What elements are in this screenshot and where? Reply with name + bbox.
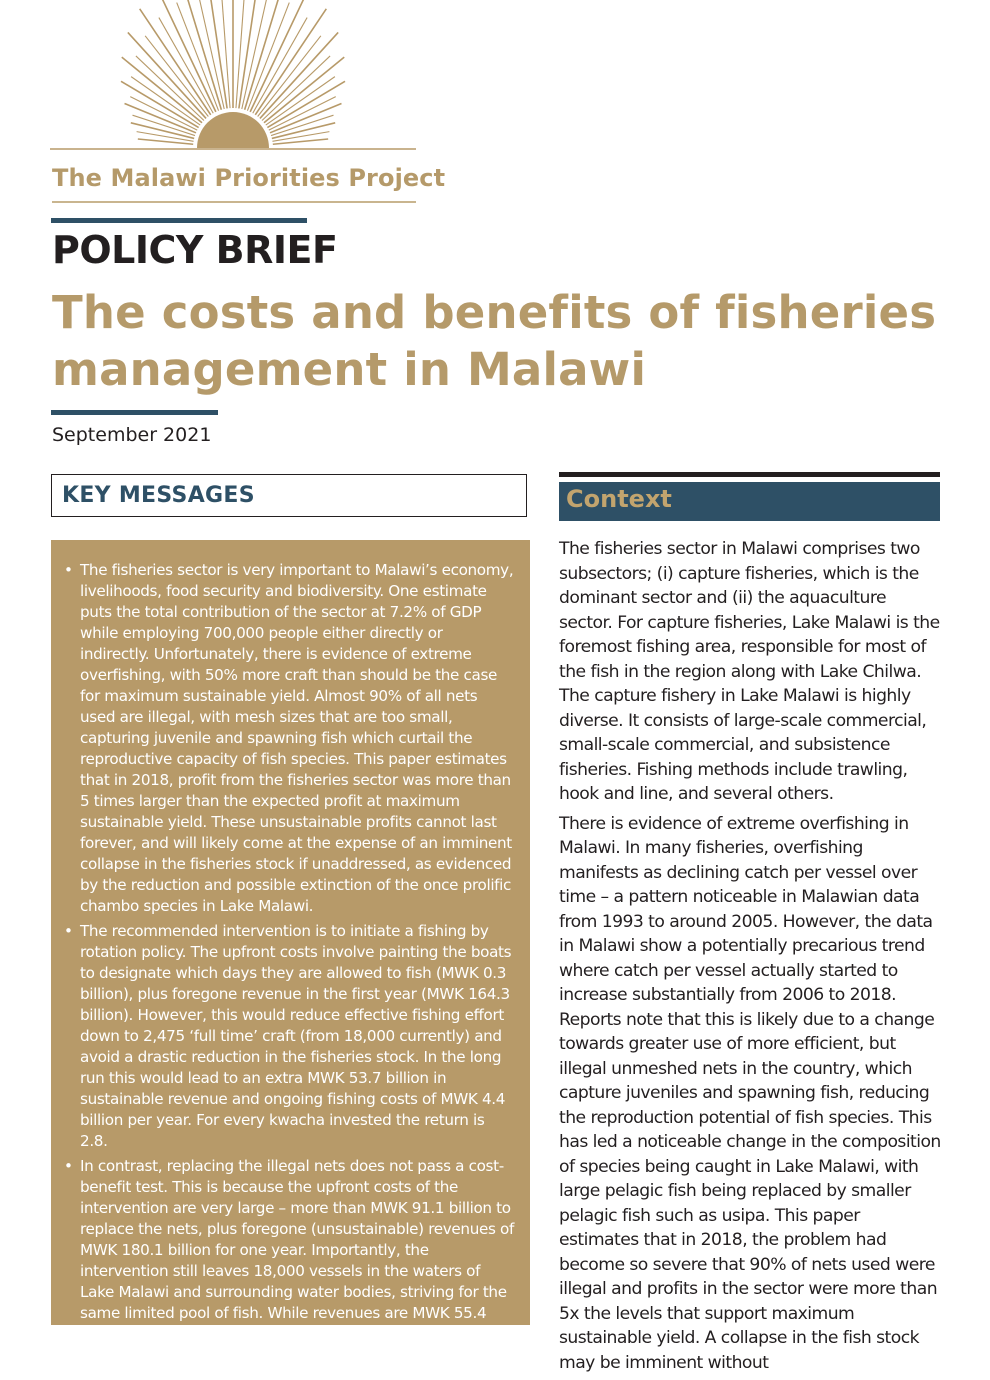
rising-sun-logo-icon: [50, 0, 416, 152]
publication-date: September 2021: [52, 424, 212, 446]
context-body: [559, 537, 944, 1380]
project-name: The Malawi Priorities Project: [52, 164, 446, 192]
document-type-label: POLICY BRIEF: [52, 228, 338, 272]
context-heading: Context: [566, 485, 672, 513]
sun-ray: [157, 0, 216, 112]
key-message-item: • The fisheries sector is very important to Malawi’s economy, livelihoods, food security and biodiversity. One estimate puts the total contribution of the sector at 7.2% of GDP while employing 700,000 people either directly or indirectly. Unfortunately, there is evidence of extreme overfishing, with 50% more craft than should be the case for maximum sustainable yield. Almost 90% of all nets used are illegal, with mesh sizes that are too small, capturing juvenile and spawning fish which curtail the reproductive capacity of fish species. This paper estimates that in 2018, profit from the fisheries sector was more than 5 times larger than the expected profit at maximum sustainable yield. These unsustainable profits cannot last forever, and will likely come at the expense of an imminent collapse in the fisheries stock if unaddressed, as evidenced by the reduction and possible extinction of the once prolific chambo species in Lake Malawi.: [64, 560, 516, 917]
sun-ray: [159, 18, 213, 114]
sun-ray: [245, 0, 287, 110]
key-messages-heading-box: [51, 474, 527, 517]
sun-ray: [125, 103, 196, 132]
sun-ray: [221, 0, 230, 108]
header-divider-bottom: [51, 410, 218, 415]
sun-ray: [260, 32, 338, 118]
header-divider-top: [51, 218, 307, 223]
context-divider: [559, 472, 940, 477]
key-messages-list: [64, 560, 516, 1370]
sun-ray: [250, 0, 309, 112]
sun-ray: [128, 32, 206, 118]
sun-ray: [236, 0, 245, 108]
sun-disc: [197, 112, 269, 148]
context-paragraph: There is evidence of extreme overfishing in Malawi. In many fisheries, overfishing manifests as declining catch per vessel over time – a pattern noticeable in Malawian data from 1993 to around 2005. However, the data in Malawi show a potentially precarious trend where catch per vessel actually started to increase substantially from 2006 to 2018. Reports note that this is likely due to a change towards greater use of more efficient, but illegal unmeshed nets in the country, which capture juveniles and spawning fish, reducing the reproduction potential of fish species. This has led a noticeable change in the composition of species being caught in Lake Malawi, with large pelagic fish being replaced by smaller pelagic fish such as usipa. This paper estimates that in 2018, the problem had become so severe that 90% of nets used were illegal and profits in the sector were more than 5x the levels that support maximum sustainable yield. A collapse in the fish stock may be imminent without: [559, 813, 941, 1373]
key-messages-heading: KEY MESSAGES: [62, 483, 255, 508]
sun-ray: [253, 18, 307, 114]
key-message-item: • The recommended intervention is to initiate a fishing by rotation policy. The upfront costs involve painting the boats to designate which days they are allowed to fish (MWK 0.3 billion), plus foregone revenue in the first year (MWK 164.3 billion). However, this would reduce effective fishing effort down to 2,475 ‘full time’ craft (from 18,000 currently) and avoid a drastic reduction in the fisheries stock. In the long run this would lead to an extra MWK 53.7 billion in sustainable revenue and ongoing fishing costs of MWK 4.4 billion per year. For every kwacha invested the return is 2.8.: [64, 921, 516, 1152]
context-heading-bar: [559, 482, 940, 521]
document-title: The costs and benefits of fisheries management in Malawi: [52, 286, 937, 396]
sun-ray: [179, 0, 221, 110]
project-name-underline: [52, 201, 416, 203]
key-messages-panel: [51, 540, 530, 1364]
sun-ray: [270, 103, 341, 132]
key-message-item: • In contrast, replacing the illegal nets does not pass a cost-benefit test. This is because the upfront costs of the intervention are very large – more than MWK 91.1 billion to replace the nets, plus foregone (unsustainable) revenues of MWK 180.1 billion for one year. Importantly, the intervention still leaves 18,000 vessels in the waters of Lake Malawi and surrounding water bodies, striving for the same limited pool of fish. While revenues are MWK 55.4 billion, large operational costs of MWK 32.5 billion are also incurred annually.: [64, 1156, 516, 1366]
context-paragraph: The fisheries sector in Malawi comprises two subsectors; (i) capture fisheries, which is the dominant sector and (ii) the aquaculture sector. For capture fisheries, Lake Malawi is the foremost fishing area, responsible for most of the fish in the region along with Lake Chilwa. The capture fishery in Lake Malawi is highly diverse. It consists of large-scale commercial, small-scale commercial, and subsistence fisheries. Fishing methods include trawling, hook and line, and several others.: [559, 539, 940, 804]
